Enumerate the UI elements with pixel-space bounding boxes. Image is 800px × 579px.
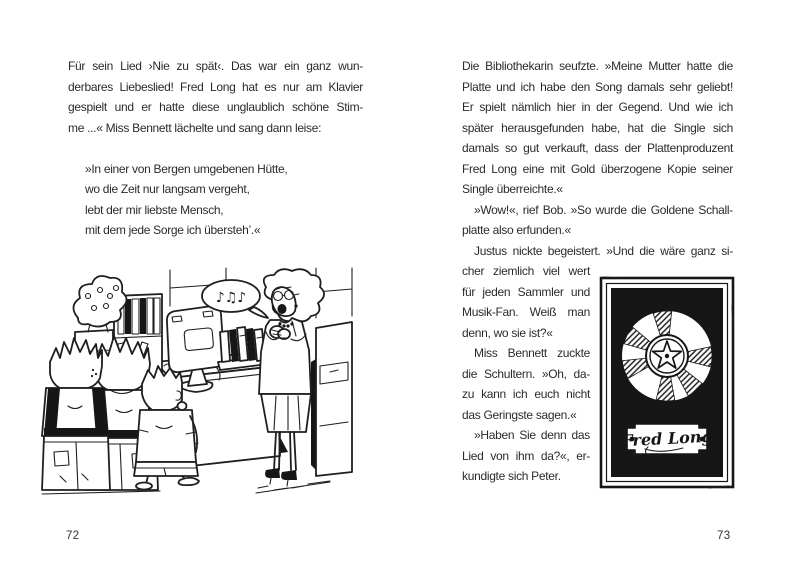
poem-line: mit dem jede Sorge ich übersteh’.«	[85, 223, 261, 237]
text-line: das Geringste sagen.«	[462, 407, 577, 422]
text-line: platte also erfunden.«	[462, 223, 571, 237]
record-disc	[621, 310, 713, 402]
text-line: für jeden Sammler und	[462, 284, 590, 299]
text-line: me ...« Miss Bennett lächelte und sang dann leise:	[68, 120, 322, 135]
music-notes-icon: ♪♫♪	[215, 290, 247, 306]
text-line: Platte und ich habe den Song damals sehr geliebt!	[462, 79, 733, 94]
poem-line: wo die Zeit nur langsam vergeht,	[85, 182, 250, 196]
text-line: »Haben Sie denn das	[474, 428, 590, 442]
kid-left	[42, 338, 110, 490]
text-line: cher ziemlich viel wert	[462, 264, 590, 278]
text-line: Miss Bennett zuckte	[474, 346, 590, 360]
text-line: Die Bibliothekarin seufzte. »Meine Mutter hatte die	[462, 59, 733, 73]
ground-hatching	[256, 481, 330, 493]
side-cabinet	[311, 322, 352, 476]
text-line: damals so gut verkauft, dass der Plattenproduzent	[462, 141, 733, 155]
text-line: kundigte sich Peter.	[462, 469, 561, 483]
text-line: die Schultern. »Oh, da-	[462, 366, 590, 381]
text-line: später herausgefunden habe, hat die Single sich	[462, 120, 733, 135]
library-scene-illustration	[30, 266, 395, 506]
text-line: Fred Long eine mit Gold überzogene Kopie seiner	[462, 161, 733, 176]
poem-line: »In einer von Bergen umgebenen Hütte,	[85, 161, 288, 176]
name-plaque	[620, 424, 713, 455]
page-number-right: 73	[717, 530, 731, 542]
text-line: Single überreichte.«	[462, 182, 563, 196]
song-verse	[68, 159, 363, 241]
text-line: denn, wo sie ist?«	[462, 325, 553, 340]
text-line: Er spielt nämlich hier in der Gegend. Und wie ich	[462, 100, 733, 114]
text-line: Justus nickte begeistert. »Und die wäre ganz si-	[474, 243, 733, 258]
plaque-text: Fred Long	[620, 426, 714, 451]
text-line: zu kann ich euch nicht	[462, 387, 590, 401]
golden-record-illustration	[599, 276, 735, 490]
left-page-text	[68, 56, 363, 241]
text-line: Lied von ihm da?«, er-	[462, 448, 590, 463]
poem-line: lebt der mir liebste Mensch,	[85, 202, 224, 217]
text-line: Für sein Lied ›Nie zu spät‹. Das war ein ganz wun-	[68, 59, 363, 73]
page-number-left: 72	[66, 530, 80, 542]
text-line: gespielt und er hatte diese unglaublich schöne Stim-	[68, 100, 363, 114]
text-line: »Wow!«, rief Bob. »So wurde die Goldene Schall-	[474, 202, 733, 217]
blank-line	[68, 138, 363, 159]
text-line: derbares Liebeslied! Fred Long hat es nur am Klavier	[68, 79, 363, 94]
text-line: Musik-Fan. Weiß man	[462, 305, 590, 319]
